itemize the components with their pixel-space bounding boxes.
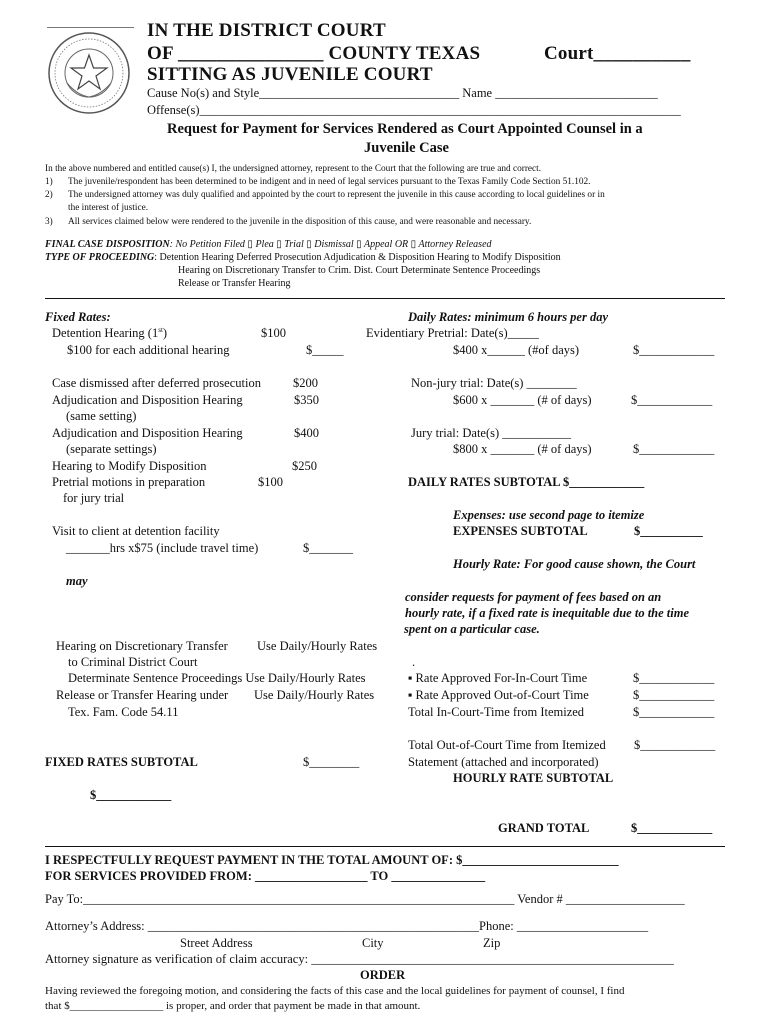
- additional-hearing-field[interactable]: $_____: [306, 343, 344, 357]
- determinate-sentence: Determinate Sentence Proceedings Use Daily/Hourly Rates: [68, 671, 366, 685]
- total-out-court: Total Out-of-Court Time from Itemized: [408, 738, 606, 752]
- rate-out-court-field[interactable]: $____________: [633, 688, 715, 702]
- pay-to-field[interactable]: Pay To:_____________________________________________________________________ Vendor # ___________________: [45, 892, 685, 906]
- rate-out-court: ▪ Rate Approved Out-of-Court Time: [408, 688, 589, 702]
- rate-in-court: ▪ Rate Approved For-In-Court Time: [408, 671, 588, 685]
- intro-item-1: The juvenile/respondent has been determined to be indigent and in need of legal services pursuant to the Texas Family Code Section 51.102.: [68, 177, 591, 187]
- jury-rate[interactable]: $800 x _______ (# of days): [453, 442, 592, 456]
- may-text: may: [66, 574, 88, 588]
- juvenile-court-heading: SITTING AS JUVENILE COURT: [147, 64, 433, 85]
- proceeding-row: [45, 252, 561, 263]
- hourly-rate-text-2: hourly rate, if a fixed rate is inequitable due to the time: [405, 606, 690, 620]
- proceeding-options-2: Hearing on Discretionary Transfer to Crim. Dist. Court Determinate Sentence Proceedings: [178, 265, 541, 276]
- discretionary-note: to Criminal District Court: [68, 655, 198, 669]
- disposition-label: FINAL CASE DISPOSITION: [45, 239, 170, 250]
- request-amount[interactable]: I RESPECTFULLY REQUEST PAYMENT IN THE TOTAL AMOUNT OF: $_________________________: [45, 853, 619, 867]
- nonjury-trial[interactable]: Non-jury trial: Date(s) ________: [411, 376, 577, 390]
- detention-amount: $100: [261, 326, 286, 340]
- adj-same-setting: Adjudication and Disposition Hearing: [52, 393, 243, 407]
- cause-field: Cause No(s) and Style________________________________ Name __________________________: [147, 86, 658, 100]
- pretrial-motions: Pretrial motions in preparation: [52, 475, 206, 489]
- visit-hours-field[interactable]: _______hrs x$75 (include travel time): [66, 541, 259, 555]
- fixed-subtotal-field-2[interactable]: $____________: [90, 788, 172, 802]
- intro-item-3: All services claimed below were rendered to the juvenile in the disposition of this cause, and were reasonable and necessary.: [68, 217, 532, 227]
- adj-same-note: (same setting): [66, 409, 137, 423]
- jury-field[interactable]: $____________: [633, 442, 715, 456]
- signature-field[interactable]: Attorney signature as verification of claim accuracy: __________________________________________________________: [45, 952, 674, 966]
- court-number: Court__________: [544, 43, 691, 64]
- nonjury-field[interactable]: $____________: [631, 393, 713, 407]
- total-in-court-field[interactable]: $____________: [633, 705, 715, 719]
- hourly-subtotal: HOURLY RATE SUBTOTAL: [453, 771, 614, 785]
- case-dismissed: Case dismissed after deferred prosecution: [52, 376, 261, 390]
- county-line: OF _______________ COUNTY TEXAS: [147, 43, 481, 64]
- hourly-rate-heading: Hourly Rate: For good cause shown, the Court: [453, 557, 696, 571]
- statement-note: Statement (attached and incorporated): [408, 755, 599, 769]
- intro-item-2: The undersigned attorney was duly qualified and appointed by the court to represent the juvenile in this cause according to local guidelines or in: [68, 190, 605, 200]
- disposition-options: : No Petition Filed ▯ Plea ▯ Trial ▯ Dismissal ▯ Appeal OR ▯ Attorney Released: [169, 239, 492, 250]
- grand-total-label: GRAND TOTAL: [498, 821, 590, 835]
- intro-num-3: 3): [45, 217, 53, 227]
- additional-hearing: $100 for each additional hearing: [67, 343, 230, 357]
- offense-field: Offense(s)_____________________________________________________________________________: [147, 103, 681, 117]
- evidentiary-field[interactable]: $____________: [633, 343, 715, 357]
- disposition-row: [45, 239, 492, 250]
- city-label: City: [362, 936, 384, 950]
- intro-lead: In the above numbered and entitled cause(s) I, the undersigned attorney, represent to the Court that the following are true and correct.: [45, 164, 542, 174]
- nonjury-rate[interactable]: $600 x _______ (# of days): [453, 393, 592, 407]
- rate-in-court-field[interactable]: $____________: [633, 671, 715, 685]
- order-text-1: Having reviewed the foregoing motion, and considering the facts of this case and the local guidelines for payment of counsel, I find: [45, 985, 625, 997]
- expenses-subtotal-field[interactable]: $__________: [634, 524, 703, 538]
- order-title: ORDER: [360, 968, 406, 982]
- case-dismissed-amount: $200: [293, 376, 318, 390]
- attorney-address-field[interactable]: Attorney’s Address: _____________________________________________________Phone: _____________________: [45, 919, 649, 933]
- proceeding-options-1: : Detention Hearing Deferred Prosecution Adjudication & Disposition Hearing to Modify Disposition: [154, 252, 561, 263]
- evidentiary-rate[interactable]: $400 x______ (#of days): [453, 343, 580, 357]
- court-heading: IN THE DISTRICT COURT: [147, 20, 386, 41]
- fixed-subtotal-field[interactable]: $________: [303, 755, 360, 769]
- jury-trial[interactable]: Jury trial: Date(s) ___________: [411, 426, 572, 440]
- detention-hearing: Detention Hearing (1st): [52, 326, 168, 341]
- fixed-subtotal-label: FIXED RATES SUBTOTAL: [45, 755, 198, 769]
- visit-client: Visit to client at detention facility: [52, 524, 220, 538]
- hourly-rate-text-1: consider requests for payment of fees based on an: [405, 590, 662, 604]
- adj-same-amount: $350: [294, 393, 319, 407]
- order-text-2[interactable]: that $_________________ is proper, and order that payment be made in that amount.: [45, 1000, 421, 1012]
- modify-amount: $250: [292, 459, 317, 473]
- adj-separate-setting: Adjudication and Disposition Hearing: [52, 426, 243, 440]
- total-in-court: Total In-Court-Time from Itemized: [408, 705, 585, 719]
- form-title: Request for Payment for Services Rendered as Court Appointed Counsel in a: [167, 121, 643, 137]
- hourly-dot: .: [412, 655, 416, 669]
- pretrial-amount: $100: [258, 475, 283, 489]
- zip-label: Zip: [483, 936, 501, 950]
- visit-amount-field[interactable]: $_______: [303, 541, 353, 555]
- adj-separate-amount: $400: [294, 426, 319, 440]
- release-note: Tex. Fam. Code 54.11: [68, 705, 179, 719]
- form-title-cont: Juvenile Case: [364, 140, 449, 156]
- intro-num-1: 1): [45, 177, 53, 187]
- texas-seal-icon: [47, 31, 131, 115]
- grand-total-field[interactable]: $____________: [631, 821, 713, 835]
- street-address-label: Street Address: [180, 936, 253, 950]
- service-period[interactable]: FOR SERVICES PROVIDED FROM: __________________ TO _______________: [45, 869, 486, 883]
- intro-item-2-cont: the interest of justice.: [68, 203, 149, 213]
- proceeding-label: TYPE OF PROCEEDING: [45, 252, 155, 263]
- discretionary-use: Use Daily/Hourly Rates: [257, 639, 378, 653]
- release-use: Use Daily/Hourly Rates: [254, 688, 375, 702]
- daily-rates-heading: Daily Rates: minimum 6 hours per day: [408, 310, 609, 324]
- adj-separate-note: (separate settings): [66, 442, 157, 456]
- fixed-rates-heading: Fixed Rates:: [45, 310, 111, 324]
- release-transfer: Release or Transfer Hearing under: [56, 688, 229, 702]
- proceeding-options-3: Release or Transfer Hearing: [178, 278, 291, 289]
- evidentiary-pretrial[interactable]: Evidentiary Pretrial: Date(s)_____: [366, 326, 539, 340]
- daily-subtotal[interactable]: DAILY RATES SUBTOTAL $____________: [408, 475, 645, 489]
- modify-disposition: Hearing to Modify Disposition: [52, 459, 207, 473]
- expenses-note: Expenses: use second page to itemize: [453, 508, 645, 522]
- intro-num-2: 2): [45, 190, 53, 200]
- discretionary-transfer: Hearing on Discretionary Transfer: [56, 639, 228, 653]
- hourly-rate-text-3: spent on a particular case.: [404, 622, 540, 636]
- total-out-court-field[interactable]: $____________: [634, 738, 716, 752]
- expenses-subtotal-label: EXPENSES SUBTOTAL: [453, 524, 588, 538]
- pretrial-note: for jury trial: [63, 491, 125, 505]
